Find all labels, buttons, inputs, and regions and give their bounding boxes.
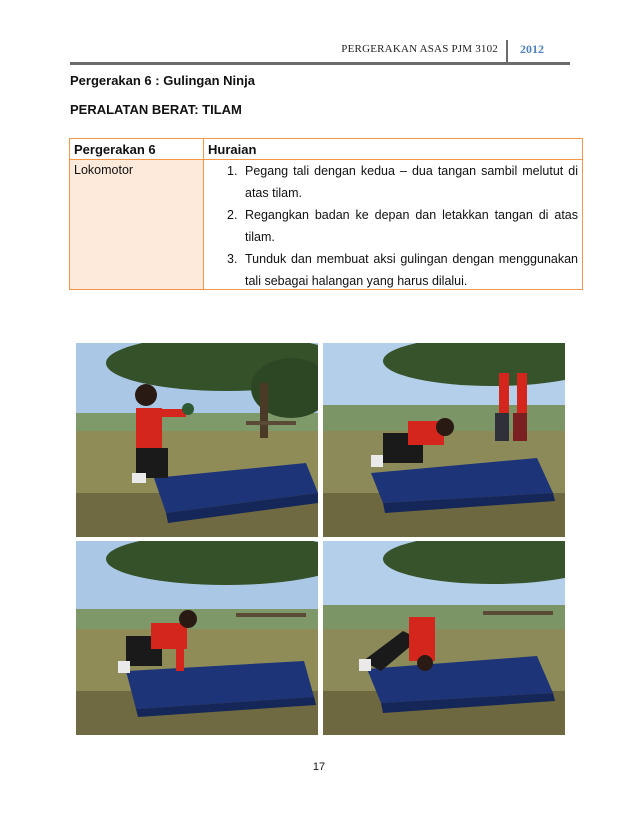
header-title: PERGERAKAN ASAS PJM 3102 xyxy=(341,43,498,55)
photo-forward-roll xyxy=(323,541,565,735)
photo-kneeling-holding-rope xyxy=(76,343,318,537)
header-year: 2012 xyxy=(520,42,544,56)
section-heading: Pergerakan 6 : Gulingan Ninja xyxy=(70,73,255,88)
equipment-heading: PERALATAN BERAT: TILAM xyxy=(70,102,242,117)
table-header-description: Huraian xyxy=(208,142,257,157)
page-header xyxy=(70,40,570,65)
photo-grid xyxy=(76,343,565,735)
list-item: 1. Pegang tali dengan kedua – dua tangan sambil melutut di atas tilam. xyxy=(227,164,578,200)
table-row-label: Lokomotor xyxy=(74,163,134,177)
page-number: 17 xyxy=(312,761,326,773)
steps-list xyxy=(228,160,578,292)
photo-stretching-forward xyxy=(76,541,318,735)
photo-hands-on-mat xyxy=(323,343,565,537)
list-item: 3. Tunduk dan membuat aksi gulingan dengan menggunakan tali sebagai halangan yang harus dilalui. xyxy=(227,252,578,288)
table-column-divider xyxy=(203,139,204,289)
list-item: 2. Regangkan badan ke depan dan letakkan tangan di atas tilam. xyxy=(227,208,578,244)
description-table xyxy=(69,138,583,290)
table-label-cell-shade xyxy=(70,160,203,289)
table-header-movement: Pergerakan 6 xyxy=(74,142,156,157)
header-separator xyxy=(506,40,508,62)
